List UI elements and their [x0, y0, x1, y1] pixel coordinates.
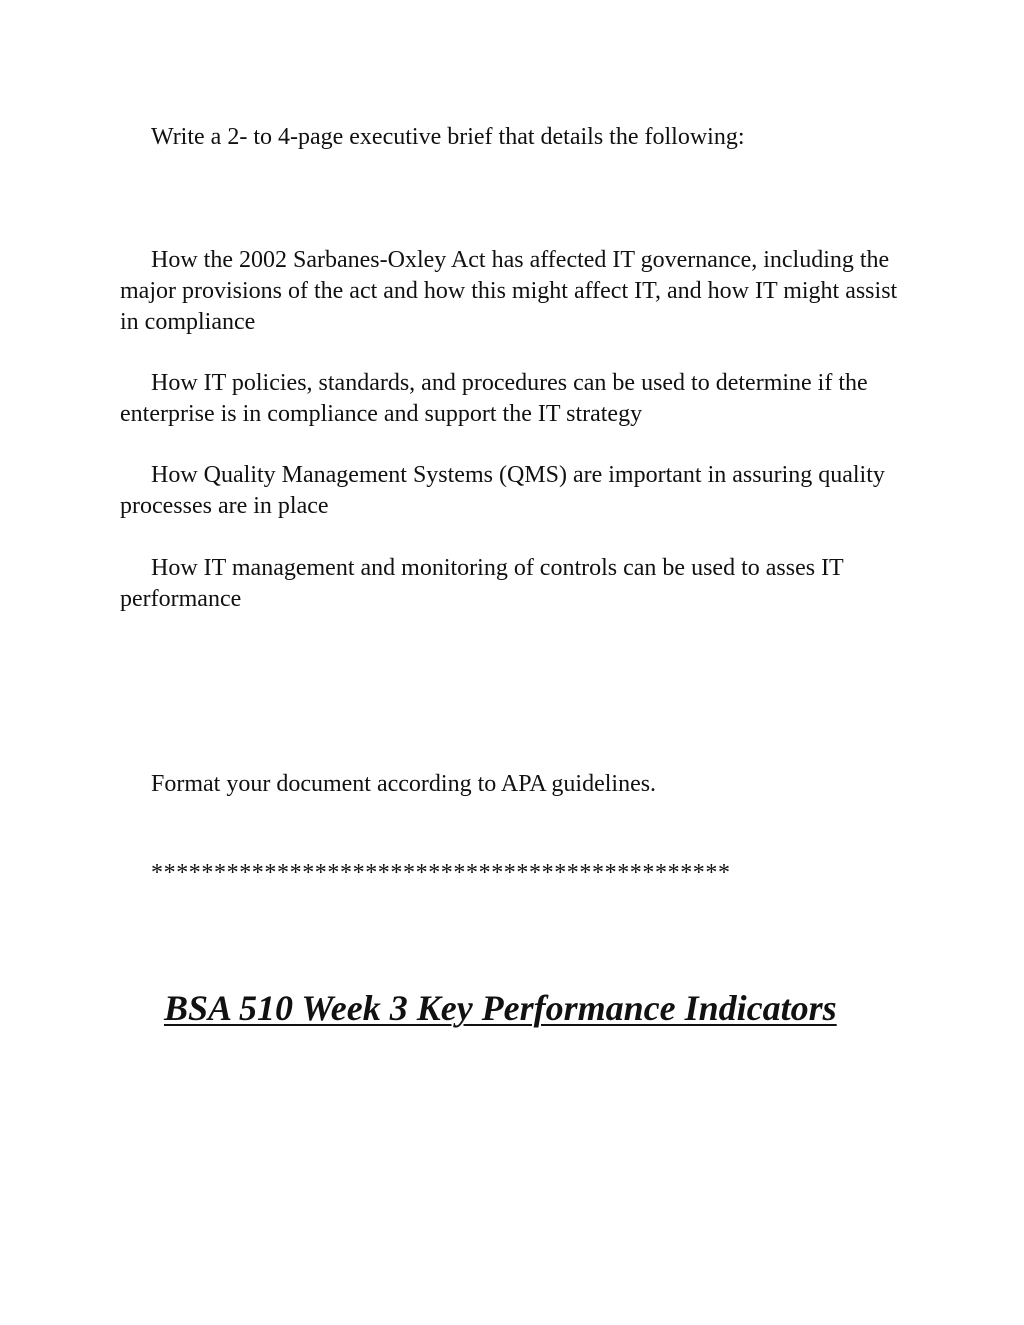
format-note: Format your document according to APA guidelines.: [151, 771, 657, 797]
requirement-item-policies: How IT policies, standards, and procedures can be used to determine if the enterprise is in compliance and support the IT strategy: [120, 370, 868, 427]
intro-text: Write a 2- to 4-page executive brief that details the following:: [151, 124, 745, 150]
requirement-item-qms: How Quality Management Systems (QMS) are important in assuring quality processes are in place: [120, 462, 885, 519]
separator-line: **********************************************: [151, 860, 731, 886]
requirement-item-sox: How the 2002 Sarbanes-Oxley Act has affected IT governance, including the major provisions of the act and how this might affect IT, and how IT might assist in compliance: [120, 247, 898, 335]
requirement-item-controls: How IT management and monitoring of controls can be used to asses IT performance: [120, 555, 844, 612]
next-section-title[interactable]: BSA 510 Week 3 Key Performance Indicators: [164, 988, 837, 1028]
